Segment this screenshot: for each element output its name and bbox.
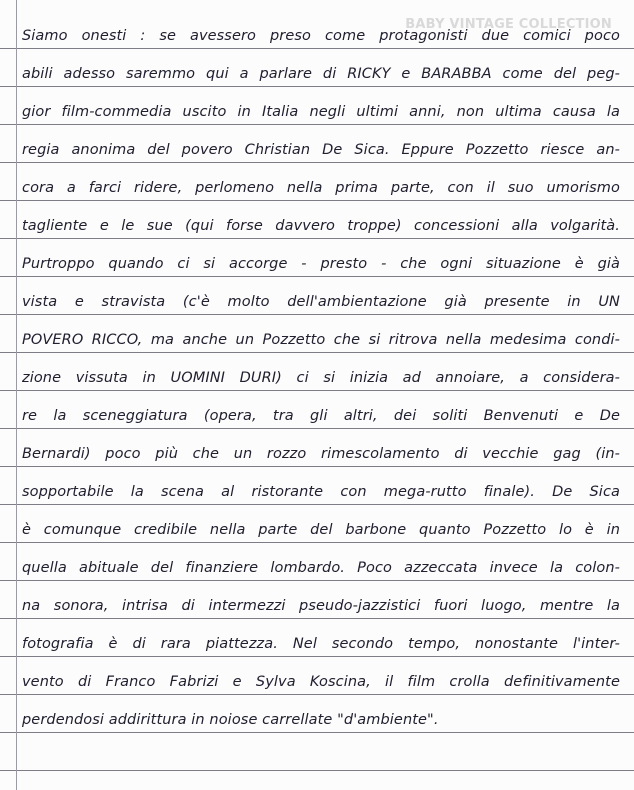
review-line: fotografia è di rara piattezza. Nel secondo tempo, nonostante l'inter-: [22, 636, 620, 652]
margin-line: [16, 0, 17, 790]
review-line: tagliente e le sue (qui forse davvero troppe) concessioni alla volgarità.: [22, 218, 620, 234]
review-line: Purtroppo quando ci si accorge - presto - che ogni situazione è già: [22, 256, 620, 272]
review-line: cora a farci ridere, perlomeno nella prima parte, con il suo umorismo: [22, 180, 620, 196]
review-line: re la sceneggiatura (opera, tra gli altri, dei soliti Benvenuti e De: [22, 408, 620, 424]
review-line: perdendosi addirittura in noiose carrellate "d'ambiente".: [22, 712, 439, 728]
watermark: BABY VINTAGE COLLECTION: [405, 17, 612, 32]
review-line: quella abituale del finanziere lombardo. Poco azzeccata invece la colon-: [22, 560, 620, 576]
review-line: vento di Franco Fabrizi e Sylva Koscina, il film crolla definitivamente: [22, 674, 620, 690]
review-line: na sonora, intrisa di intermezzi pseudo-jazzistici fuori luogo, mentre la: [22, 598, 620, 614]
review-line: è comunque credibile nella parte del barbone quanto Pozzetto lo è in: [22, 522, 620, 538]
review-line: Bernardi) poco più che un rozzo rimescolamento di vecchie gag (in-: [22, 446, 620, 462]
review-line: POVERO RICCO, ma anche un Pozzetto che si ritrova nella medesima condi-: [22, 332, 620, 348]
review-line: sopportabile la scena al ristorante con mega-rutto finale). De Sica: [22, 484, 620, 500]
review-line: gior film-commedia uscito in Italia negli ultimi anni, non ultima causa la: [22, 104, 620, 120]
review-line: abili adesso saremmo qui a parlare di RICKY e BARABBA come del peg-: [22, 66, 620, 82]
review-line: vista e stravista (c'è molto dell'ambientazione già presente in UN: [22, 294, 620, 310]
handwritten-review: [22, 11, 620, 733]
review-line: regia anonima del povero Christian De Sica. Eppure Pozzetto riesce an-: [22, 142, 620, 158]
review-line: zione vissuta in UOMINI DURI) ci si inizia ad annoiare, a considera-: [22, 370, 620, 386]
review-line: Siamo onesti : se avessero preso come protagonisti due comici poco: [22, 28, 620, 44]
